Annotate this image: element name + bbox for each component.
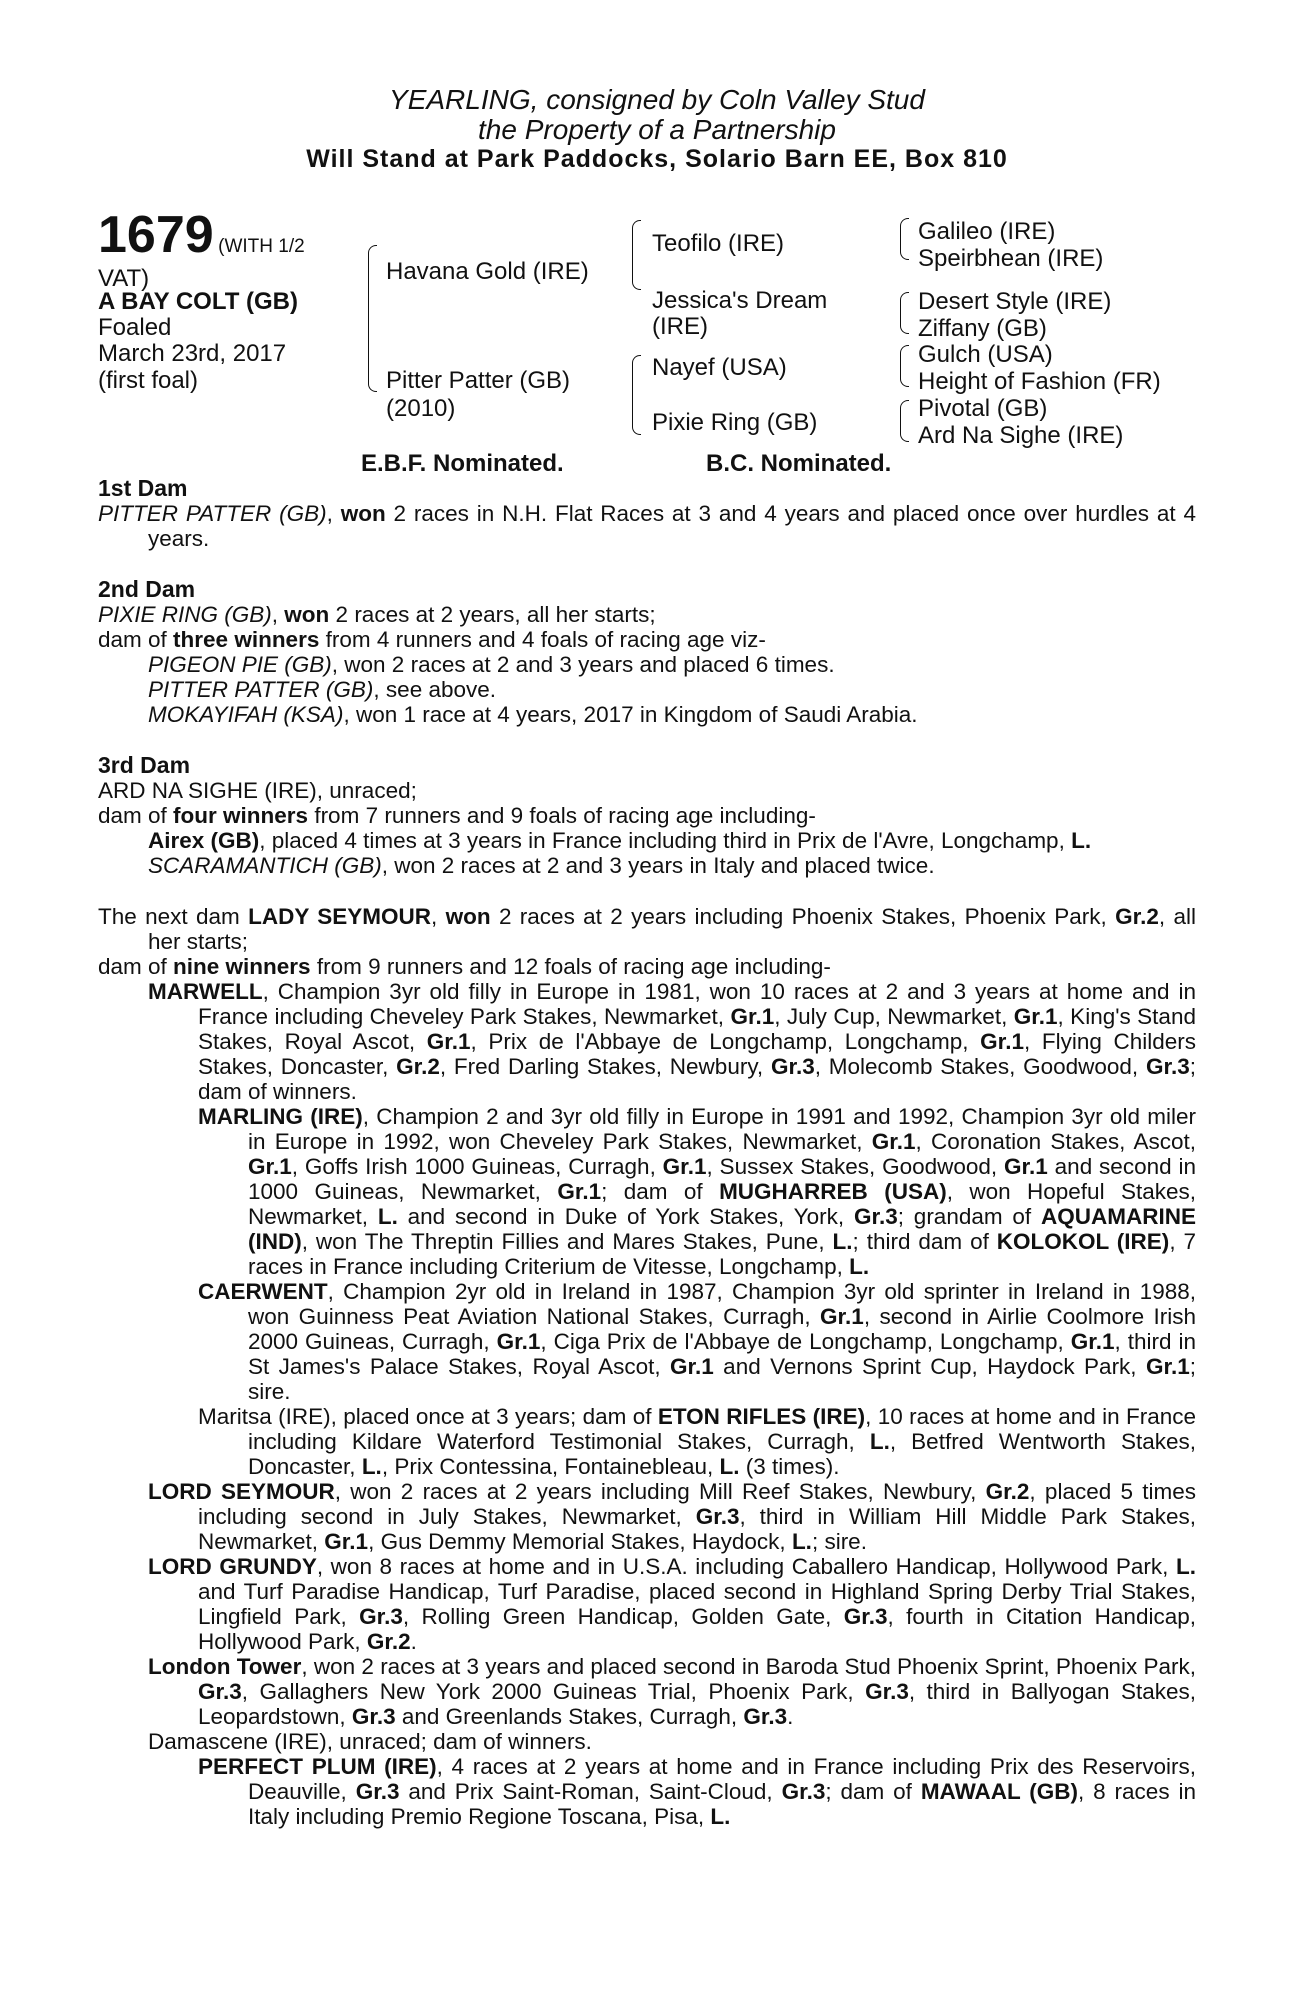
- produce-text: and second in 1000 Guineas, Newmarket,: [248, 1154, 1196, 1204]
- dam-of-label: dam of: [98, 627, 174, 652]
- grade-marker: Gr.1: [1145, 1354, 1190, 1379]
- listed-marker: L.: [832, 1229, 853, 1254]
- grade-marker: Gr.3: [1145, 1054, 1190, 1079]
- grade-marker: Gr.2: [366, 1629, 411, 1654]
- first-dam-won: won: [340, 501, 386, 526]
- produce-name: AQUAMARINE (IND): [248, 1204, 1196, 1254]
- grade-marker: Gr.3: [853, 1204, 898, 1229]
- first-dam-sep: ,: [326, 501, 341, 526]
- produce-name: MOKAYIFAH (KSA): [148, 702, 344, 727]
- listed-marker: L.: [377, 1204, 398, 1229]
- produce-text: , Fred Darling Stakes, Newbury,: [439, 1054, 771, 1079]
- produce-text: , Gus Demmy Memorial Stakes, Haydock,: [368, 1529, 792, 1554]
- produce-text: , 10 races at home and in France including Kildare Waterford Testimonial Stakes, Curragh,: [248, 1404, 1196, 1454]
- produce-text: , Coronation Stakes, Ascot,: [915, 1129, 1196, 1154]
- produce-text: , won Hopeful Stakes, Newmarket,: [248, 1179, 1196, 1229]
- lot-description: A BAY COLT (GB): [98, 288, 299, 315]
- second-dam-produce-line: [98, 627, 1196, 652]
- ebf-nominated: E.B.F. Nominated.: [361, 450, 564, 477]
- produce-entry-caerwent: [98, 1279, 1196, 1404]
- next-dam-won: won: [445, 904, 491, 929]
- dam-year: (2010): [386, 395, 456, 422]
- produce-text: ; grandam of: [897, 1204, 1041, 1229]
- third-dam-line: ARD NA SIGHE (IRE), unraced;: [98, 778, 417, 803]
- produce-text: , 8 races in Italy including Premio Regione Toscana, Pisa,: [248, 1779, 1196, 1829]
- produce-text: , Betfred Wentworth Stakes, Doncaster,: [248, 1429, 1196, 1479]
- produce-text: ; third dam of: [852, 1229, 997, 1254]
- pedigree-brace-gen1: [368, 245, 377, 392]
- sds-name: Desert Style (IRE): [918, 288, 1112, 315]
- produce-text: , Champion 2 and 3yr old filly in Europe in 1991 and 1992, Champion 3yr old miler in Europe in 1992, won Cheveley Park Stakes, Newmarket,: [248, 1104, 1196, 1154]
- produce-name: PERFECT PLUM (IRE): [198, 1754, 437, 1779]
- lot-number: 1679: [98, 206, 214, 264]
- produce-name: Airex (GB): [148, 828, 260, 853]
- dss-name: Gulch (USA): [918, 341, 1053, 368]
- grade-marker: Gr.1: [557, 1179, 602, 1204]
- produce-text: from 9 runners and 12 foals of racing age including-: [310, 954, 831, 979]
- winner-count: four winners: [173, 803, 309, 828]
- second-dam-name: PIXIE RING (GB): [98, 602, 272, 627]
- produce-text: , 7 races in France including Criterium de Vitesse, Longchamp,: [248, 1229, 1197, 1279]
- first-dam-paragraph: [98, 501, 1196, 551]
- produce-text: .: [410, 1629, 417, 1654]
- listed-marker: L.: [1176, 1554, 1196, 1579]
- dam-dam: Pixie Ring (GB): [652, 409, 818, 436]
- produce-name: SCARAMANTICH (GB): [148, 853, 382, 878]
- grade-marker: Gr.3: [843, 1604, 888, 1629]
- produce-entry-lord-grundy: [98, 1554, 1196, 1654]
- grade-marker: Gr.3: [351, 1704, 396, 1729]
- grade-marker: Gr.3: [198, 1679, 242, 1704]
- produce-entry-london-tower: [98, 1654, 1196, 1729]
- sire-sire: Teofilo (IRE): [652, 230, 785, 257]
- next-dam-text: , all her starts;: [148, 904, 1197, 954]
- second-dam-text: 2 races at 2 years, all her starts;: [329, 602, 656, 627]
- produce-name: London Tower: [148, 1654, 302, 1679]
- grade-marker: Gr.2: [985, 1479, 1030, 1504]
- grade-marker: Gr.3: [359, 1604, 403, 1629]
- listed-marker: L.: [719, 1454, 740, 1479]
- listed-marker: L.: [849, 1254, 870, 1279]
- produce-text: , Prix Contessina, Fontainebleau,: [381, 1454, 720, 1479]
- sire-name: Havana Gold (IRE): [386, 258, 589, 285]
- foaled-label: Foaled: [98, 314, 172, 341]
- produce-name: LORD GRUNDY: [148, 1554, 317, 1579]
- sire-dam-line1: Jessica's Dream: [652, 287, 828, 314]
- pedigree-brace-g3-3: [900, 345, 909, 387]
- ddd-name: Ard Na Sighe (IRE): [918, 422, 1124, 449]
- produce-entry: [98, 853, 1196, 878]
- pedigree-brace-dam: [632, 355, 641, 435]
- listed-marker: L.: [1071, 828, 1092, 853]
- produce-name: MAWAAL (GB): [920, 1779, 1079, 1804]
- grade-marker: Gr.1: [1004, 1154, 1048, 1179]
- first-dam-text: 2 races in N.H. Flat Races at 3 and 4 years and placed once over hurdles at 4 years.: [148, 501, 1196, 551]
- produce-text: , won 2 races at 2 years including Mill Reef Stakes, Newbury,: [334, 1479, 986, 1504]
- produce-text: , Champion 3yr old filly in Europe in 1981, won 10 races at 2 and 3 years at home and in France including Cheveley Park Stakes, Newmarket,: [198, 979, 1196, 1029]
- pedigree-brace-sire: [632, 220, 641, 290]
- winner-count: three winners: [173, 627, 320, 652]
- grade-marker: Gr.3: [865, 1679, 909, 1704]
- produce-entry-marwell: [98, 979, 1196, 1104]
- produce-entry: [98, 702, 1196, 727]
- produce-text: , Prix de l'Abbaye de Longchamp, Longchamp,: [470, 1029, 981, 1054]
- grade-marker: Gr.1: [670, 1354, 714, 1379]
- grade-marker: Gr.1: [820, 1304, 864, 1329]
- produce-text: , won 1 race at 4 years, 2017 in Kingdom of Saudi Arabia.: [343, 702, 918, 727]
- produce-text: and Vernons Sprint Cup, Haydock Park,: [713, 1354, 1146, 1379]
- foaled-date: March 23rd, 2017: [98, 340, 287, 367]
- produce-text: , won 8 races at home and in U.S.A. including Caballero Handicap, Hollywood Park,: [316, 1554, 1176, 1579]
- produce-text: ; dam of winners.: [198, 1054, 1196, 1104]
- next-dam-paragraph: The next dam LADY SEYMOUR, won 2 races at 2 years including Phoenix Stakes, Phoenix Park, Gr.2, all her starts;: [98, 904, 1197, 954]
- grade-marker: Gr.1: [324, 1529, 369, 1554]
- produce-entry-marling: [98, 1104, 1196, 1279]
- stand-line: Will Stand at Park Paddocks, Solario Barn EE, Box 810: [306, 145, 1008, 173]
- grade-marker: Gr.1: [1013, 1004, 1058, 1029]
- grade-marker: Gr.3: [770, 1054, 815, 1079]
- next-dam-produce-line: [98, 954, 1196, 979]
- third-dam-produce-line: [98, 803, 1196, 828]
- produce-text: , won 2 races at 2 and 3 years in Italy and placed twice.: [381, 853, 935, 878]
- produce-text: , 4 races at 2 years at home and in France including Prix des Reservoirs, Deauville,: [248, 1754, 1196, 1804]
- lot-number-block: [98, 205, 305, 265]
- next-dam-intro: The next dam: [98, 904, 249, 929]
- produce-name: MARWELL: [148, 979, 263, 1004]
- listed-marker: L.: [710, 1804, 731, 1829]
- grade-marker: Gr.3: [743, 1704, 788, 1729]
- dam-of-label: dam of: [98, 954, 174, 979]
- grade-marker: Gr.1: [248, 1154, 292, 1179]
- produce-name: MUGHARREB (USA): [719, 1179, 947, 1204]
- grade-marker: Gr.1: [871, 1129, 916, 1154]
- pedigree-brace-g3-1: [900, 218, 909, 260]
- produce-text: , third in Ballyogan Stakes, Leopardstown,: [198, 1679, 1196, 1729]
- produce-text: and second in Duke of York Stakes, York,: [397, 1204, 854, 1229]
- grade-marker: Gr.2: [1115, 904, 1159, 929]
- next-dam-name: LADY SEYMOUR: [248, 904, 432, 929]
- produce-name: KOLOKOL (IRE): [996, 1229, 1170, 1254]
- produce-name: PITTER PATTER (GB): [148, 677, 374, 702]
- produce-text: , second in Airlie Coolmore Irish 2000 Guineas, Curragh,: [248, 1304, 1196, 1354]
- produce-text: , Gallaghers New York 2000 Guineas Trial, Phoenix Park,: [241, 1679, 866, 1704]
- grade-marker: Gr.2: [396, 1054, 440, 1079]
- produce-name: CAERWENT: [198, 1279, 328, 1304]
- dds-name: Pivotal (GB): [918, 395, 1048, 422]
- produce-name: ETON RIFLES (IRE): [657, 1404, 866, 1429]
- produce-text: ; dam of: [825, 1779, 921, 1804]
- produce-text: , King's Stand Stakes, Royal Ascot,: [198, 1004, 1196, 1054]
- produce-entry-damascene: Damascene (IRE), unraced; dam of winners.: [148, 1729, 592, 1754]
- first-dam-heading: 1st Dam: [98, 475, 188, 501]
- second-dam-line: PIXIE RING (GB), won 2 races at 2 years, all her starts;: [98, 602, 656, 627]
- produce-text: ; sire.: [811, 1529, 867, 1554]
- grade-marker: Gr.3: [355, 1779, 400, 1804]
- produce-text: , Ciga Prix de l'Abbaye de Longchamp, Longchamp,: [540, 1329, 1071, 1354]
- third-dam-heading: 3rd Dam: [98, 752, 191, 778]
- produce-text: and Greenlands Stakes, Curragh,: [395, 1704, 744, 1729]
- listed-marker: L.: [791, 1529, 812, 1554]
- vat-note-cont: VAT): [98, 265, 150, 292]
- produce-text: , Rolling Green Handicap, Golden Gate,: [402, 1604, 844, 1629]
- produce-text: from 7 runners and 9 foals of racing age including-: [308, 803, 816, 828]
- ssd-name: Speirbhean (IRE): [918, 245, 1104, 272]
- second-dam-won: won: [284, 602, 330, 627]
- next-dam-text: 2 races at 2 years including Phoenix Stakes, Phoenix Park,: [490, 904, 1116, 929]
- produce-text: , won The Threptin Fillies and Mares Stakes, Pune,: [301, 1229, 833, 1254]
- dam-name: Pitter Patter (GB): [386, 367, 571, 394]
- produce-entry: [98, 677, 1196, 702]
- produce-text: , placed 4 times at 3 years in France including third in Prix de l'Avre, Longchamp,: [259, 828, 1072, 853]
- sss-name: Galileo (IRE): [918, 218, 1056, 245]
- winner-count: nine winners: [173, 954, 311, 979]
- grade-marker: Gr.3: [781, 1779, 826, 1804]
- listed-marker: L.: [361, 1454, 382, 1479]
- pedigree-brace-g3-4: [900, 400, 909, 442]
- dsd-name: Height of Fashion (FR): [918, 368, 1161, 395]
- grade-marker: Gr.1: [426, 1029, 471, 1054]
- produce-text: , Goffs Irish 1000 Guineas, Curragh,: [291, 1154, 663, 1179]
- produce-entry: [98, 652, 1196, 677]
- produce-text: , Molecomb Stakes, Goodwood,: [814, 1054, 1146, 1079]
- grade-marker: Gr.1: [730, 1004, 775, 1029]
- produce-entry: [98, 828, 1196, 853]
- produce-text: , placed 5 times including second in July Stakes, Newmarket,: [198, 1479, 1197, 1529]
- produce-text: , third in William Hill Middle Park Stakes, Newmarket,: [198, 1504, 1196, 1554]
- sdd-name: Ziffany (GB): [918, 315, 1047, 342]
- produce-text: , Champion 2yr old in Ireland in 1987, Champion 3yr old sprinter in Ireland in 1988, won Guinness Peat Aviation National Stakes, Curragh,: [248, 1279, 1196, 1329]
- grade-marker: Gr.3: [695, 1504, 740, 1529]
- produce-text: , won 2 races at 3 years and placed second in Baroda Stud Phoenix Sprint, Phoenix Park,: [301, 1654, 1196, 1679]
- produce-text: ; dam of: [601, 1179, 720, 1204]
- produce-text: , won 2 races at 2 and 3 years and placed 6 times.: [331, 652, 835, 677]
- dam-sire: Nayef (USA): [652, 354, 787, 381]
- first-dam-name: PITTER PATTER (GB): [98, 501, 327, 526]
- produce-entry-maritsa: [98, 1404, 1196, 1479]
- grade-marker: Gr.1: [1070, 1329, 1115, 1354]
- property-line: the Property of a Partnership: [478, 114, 836, 145]
- foal-note: (first foal): [98, 367, 199, 394]
- grade-marker: Gr.1: [980, 1029, 1024, 1054]
- grade-marker: Gr.1: [662, 1154, 707, 1179]
- produce-text: from 4 runners and 4 foals of racing age viz-: [319, 627, 766, 652]
- produce-text: .: [787, 1704, 794, 1729]
- sire-dam-line2: (IRE): [652, 313, 708, 340]
- produce-text: , third in St James's Palace Stakes, Royal Ascot,: [248, 1329, 1196, 1379]
- consignor-line: YEARLING, consigned by Coln Valley Stud: [389, 84, 925, 115]
- listed-marker: L.: [869, 1429, 890, 1454]
- bc-nominated: B.C. Nominated.: [706, 450, 892, 477]
- dam-of-label: dam of: [98, 803, 174, 828]
- produce-text: , see above.: [373, 677, 497, 702]
- produce-name: PIGEON PIE (GB): [148, 652, 332, 677]
- produce-text: and Turf Paradise Handicap, Turf Paradise, placed second in Highland Spring Derby Trial Stakes, Lingfield Park,: [198, 1579, 1196, 1629]
- produce-text: , July Cup, Newmarket,: [774, 1004, 1014, 1029]
- produce-entry-perfect-plum: [98, 1754, 1196, 1829]
- produce-text: (3 times).: [739, 1454, 840, 1479]
- produce-text: , Sussex Stakes, Goodwood,: [706, 1154, 1005, 1179]
- produce-entry-lord-seymour: [98, 1479, 1196, 1554]
- second-dam-heading: 2nd Dam: [98, 576, 196, 602]
- vat-note: (WITH 1/2: [218, 236, 305, 257]
- pedigree-brace-g3-2: [900, 292, 909, 334]
- produce-text: Maritsa (IRE), placed once at 3 years; dam of: [198, 1404, 658, 1429]
- pedigree-notes: [98, 476, 1196, 1829]
- produce-name: MARLING (IRE): [198, 1104, 363, 1129]
- produce-text: , fourth in Citation Handicap, Hollywood Park,: [198, 1604, 1196, 1654]
- produce-text: and Prix Saint-Roman, Saint-Cloud,: [399, 1779, 782, 1804]
- produce-text: ; sire.: [248, 1354, 1196, 1404]
- produce-text: , Flying Childers Stakes, Doncaster,: [198, 1029, 1196, 1079]
- grade-marker: Gr.1: [496, 1329, 541, 1354]
- produce-name: LORD SEYMOUR: [148, 1479, 335, 1504]
